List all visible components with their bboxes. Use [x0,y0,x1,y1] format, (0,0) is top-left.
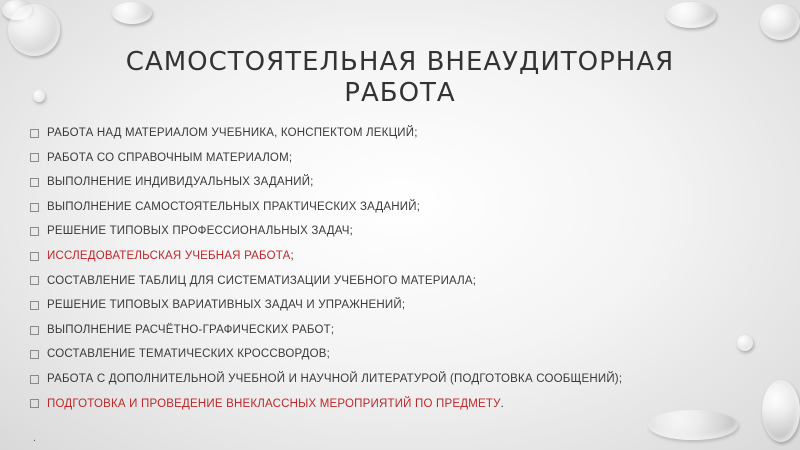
list-item-text: РЕШЕНИЕ ТИПОВЫХ ПРОФЕССИОНАЛЬНЫХ ЗАДАЧ; [47,225,353,238]
square-bullet-icon [30,227,39,236]
list-item-text: РЕШЕНИЕ ТИПОВЫХ ВАРИАТИВНЫХ ЗАДАЧ И УПРАЖНЕНИЙ; [47,299,406,312]
list-item [30,121,730,146]
list-item [30,170,730,195]
water-drop-decoration [8,4,60,56]
square-bullet-icon [30,153,39,162]
list-item [30,244,730,269]
list-item-text-highlight: ПОДГОТОВКА И ПРОВЕДЕНИЕ ВНЕКЛАССНЫХ МЕРОПРИЯТИЙ ПО ПРЕДМЕТУ [47,397,501,410]
list-item [30,318,730,343]
water-drop-decoration [112,2,152,24]
list-item-text: СОСТАВЛЕНИЕ ТЕМАТИЧЕСКИХ КРОССВОРДОВ; [47,348,331,361]
list-item-text: ВЫПОЛНЕНИЕ ИНДИВИДУАЛЬНЫХ ЗАДАНИЙ; [47,176,314,189]
list-item-text-highlight: ИССЛЕДОВАТЕЛЬСКАЯ УЧЕБНАЯ РАБОТА [47,249,291,262]
list-item [30,269,730,294]
square-bullet-icon [30,178,39,187]
list-item-text: РАБОТА СО СПРАВОЧНЫМ МАТЕРИАЛОМ; [47,151,293,164]
water-drop-decoration [760,4,800,40]
list-item [30,146,730,171]
bullet-list [30,121,730,416]
list-item [30,293,730,318]
square-bullet-icon [30,399,39,408]
list-item-text: ВЫПОЛНЕНИЕ САМОСТОЯТЕЛЬНЫХ ПРАКТИЧЕСКИХ ЗАДАНИЙ; [47,200,421,213]
square-bullet-icon [30,350,39,359]
water-drop-decoration [666,2,716,28]
water-drop-decoration [737,335,753,351]
square-bullet-icon [30,129,39,138]
slide-title: САМОСТОЯТЕЛЬНАЯ ВНЕАУДИТОРНАЯ РАБОТА [125,47,675,109]
footer-mark: . [33,432,37,444]
water-drop-decoration [33,90,45,102]
list-item [30,219,730,244]
square-bullet-icon [30,301,39,310]
square-bullet-icon [30,276,39,285]
list-item [30,392,730,417]
list-item-text: РАБОТА НАД МАТЕРИАЛОМ УЧЕБНИКА, КОНСПЕКТОМ ЛЕКЦИЙ; [47,127,418,139]
list-item-text: ВЫПОЛНЕНИЕ РАСЧЁТНО-ГРАФИЧЕСКИХ РАБОТ; [47,323,335,336]
list-item [30,195,730,220]
list-item-text: СОСТАВЛЕНИЕ ТАБЛИЦ ДЛЯ СИСТЕМАТИЗАЦИИ УЧЕБНОГО МАТЕРИАЛА; [47,274,477,287]
water-drop-decoration [762,380,800,442]
square-bullet-icon [30,203,39,212]
list-item [30,367,730,392]
list-item-suffix: ; [290,249,294,262]
square-bullet-icon [30,326,39,335]
square-bullet-icon [30,252,39,261]
list-item-suffix: . [500,397,505,410]
list-item [30,342,730,367]
square-bullet-icon [30,375,39,384]
list-item-text: РАБОТА С ДОПОЛНИТЕЛЬНОЙ УЧЕБНОЙ И НАУЧНОЙ ЛИТЕРАТУРОЙ (ПОДГОТОВКА СООБЩЕНИЙ); [47,372,623,385]
